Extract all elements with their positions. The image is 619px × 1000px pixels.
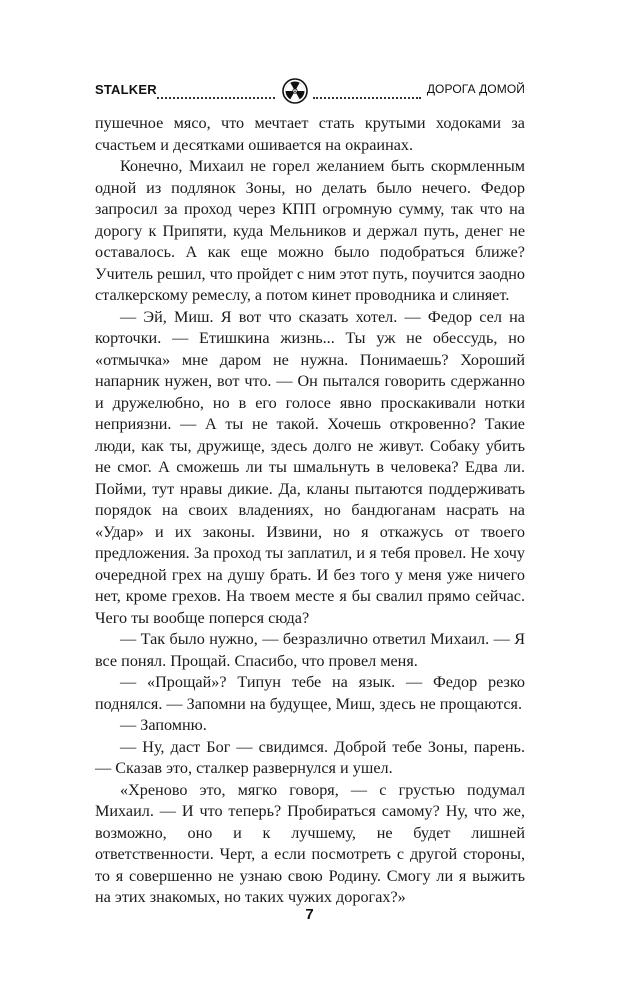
paragraph: — Запомню. [120,716,207,734]
paragraph: — Так было нужно, — безразлично ответил Михаил. — Я все понял. Прощай. Спасибо, что провел меня. [95,630,525,670]
paragraph: Конечно, Михаил не горел желанием быть скормленным одной из подлянок Зоны, но делать было нечего. Федор запросил за проход через КПП огромную сумму, так что на дорогу к Припяти, куда Мельников и держал путь, денег не оставалось. А как еще можно было подобраться ближе? Учитель решил, что пройдет с ним этот путь, поучится заодно сталкерскому ремеслу, а потом кинет проводника и слиняет. [95,157,525,304]
book-title: ДОРОГА ДОМОЙ [426,82,525,96]
paragraph: — Ну, даст Бог — свидимся. Доброй тебе Зоны, парень. — Сказав это, сталкер развернулся и ушел. [95,737,525,777]
header-dotted-rule-left [157,97,275,99]
series-title: STALKER [95,82,157,97]
header-dotted-rule-right [313,97,421,99]
page-text [95,113,525,909]
paragraph: «Хреново это, мягко говоря, — с грустью подумал Михаил. — И что теперь? Пробираться самому? Ну, что же, возможно, оно и к лучшему, не будет лишней ответственности. Черт, а если посмотреть с другой стороны, то я совершенно не узнаю свою Родину. Смогу ли я выжить на этих знакомых, но таких чужих дорогах?» [95,780,525,906]
paragraph: пушечное мясо, что мечтает стать крутыми ходоками за счастьем и десятками ошивается на окраинах. [95,114,525,154]
paragraph: — «Прощай»? Типун тебе на язык. — Федор резко поднялся. — Запомни на будущее, Миш, здесь не прощаются. [95,673,525,713]
paragraph: — Эй, Миш. Я вот что сказать хотел. — Федор сел на корточки. — Етишкина жизнь... Ты уж не обессудь, но «отмычка» мне даром не нужна. Понимаешь? Хороший напарник нужен, вот что. — Он пытался говорить сдержанно и дружелюбно, но в его голосе явно проскакивали нотки неприязни. — А ты не такой. Хочешь откровенно? Такие люди, как ты, дружище, здесь долго не живут. Собаку убить не смог. А сможешь ли ты шмальнуть в человека? Едва ли. Пойми, тут нравы дикие. Да, кланы пытаются поддерживать порядок на своих владениях, но бандюганам насрать на «Удар» и их законы. Извини, но я откажусь от твоего предложения. За проход ты заплатил, и я тебя провел. Не хочу очередной грех на душу брать. И без того у меня уже ничего нет, кроме грехов. На твоем месте я бы свалил прямо сейчас. Чего ты вообще поперся сюда? [95,307,525,627]
radiation-hazard-icon [282,78,308,104]
running-header [95,78,525,108]
page-number: 7 [305,906,314,923]
